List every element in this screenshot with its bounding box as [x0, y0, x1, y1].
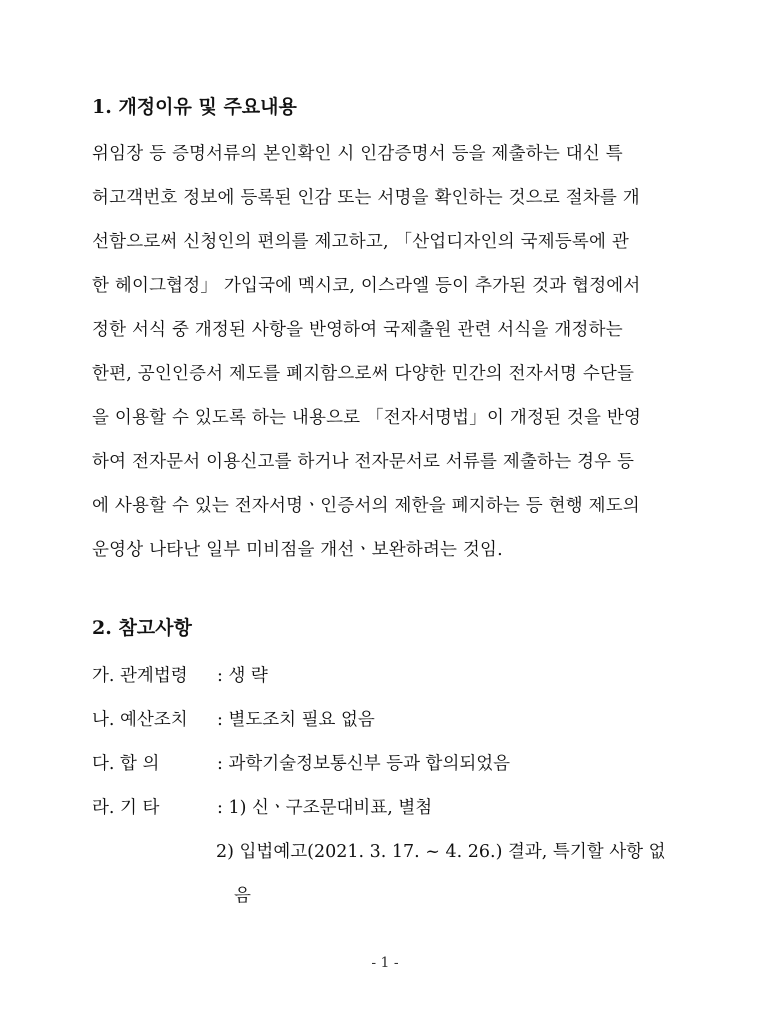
- body-line: 한 헤이그협정」 가입국에 멕시코, 이스라엘 등이 추가된 것과 협정에서: [92, 276, 641, 296]
- body-line: 선함으로써 신청인의 편의를 제고하고, 「산업디자인의 국제등록에 관: [92, 232, 629, 252]
- section2-heading: 2. 참고사항: [92, 617, 192, 639]
- reference-value: : 1) 신ㆍ구조문대비표, 별첨: [217, 798, 433, 818]
- reference-sub-item: 2) 입법예고(2021. 3. 17. ~ 4. 26.) 결과, 특기할 사항 없: [216, 842, 666, 862]
- section1-heading: 1. 개정이유 및 주요내용: [92, 96, 297, 118]
- reference-item: [92, 794, 432, 819]
- body-line: 허고객번호 정보에 등록된 인감 또는 서명을 확인하는 것으로 절차를 개: [92, 188, 640, 208]
- body-line: 위임장 등 증명서류의 본인확인 시 인감증명서 등을 제출하는 대신 특: [92, 144, 623, 164]
- body-line: 하여 전자문서 이용신고를 하거나 전자문서로 서류를 제출하는 경우 등: [92, 452, 635, 472]
- reference-label: 다. 합 의: [92, 754, 160, 774]
- reference-sub-item-continued: 음: [234, 886, 251, 906]
- body-line: 운영상 나타난 일부 미비점을 개선ㆍ보완하려는 것임.: [92, 540, 503, 560]
- body-line: 정한 서식 중 개정된 사항을 반영하여 국제출원 관련 서식을 개정하는: [92, 320, 623, 340]
- body-line: 을 이용할 수 있도록 하는 내용으로 「전자서명법」이 개정된 것을 반영: [92, 408, 642, 428]
- reference-value: : 별도조치 필요 없음: [217, 710, 375, 730]
- page-number: - 1 -: [371, 955, 399, 971]
- reference-item: [92, 750, 510, 775]
- body-line: 에 사용할 수 있는 전자서명ㆍ인증서의 제한을 폐지하는 등 현행 제도의: [92, 496, 640, 516]
- reference-label: 가. 관계법령: [92, 666, 188, 686]
- reference-item: [92, 662, 268, 687]
- body-line: 한편, 공인인증서 제도를 폐지함으로써 다양한 민간의 전자서명 수단들: [92, 364, 635, 384]
- reference-value: : 과학기술정보통신부 등과 합의되었음: [217, 754, 511, 774]
- reference-label: 라. 기 타: [92, 798, 160, 818]
- reference-item: [92, 706, 375, 731]
- reference-label: 나. 예산조치: [92, 710, 188, 730]
- reference-value: : 생 략: [217, 666, 268, 686]
